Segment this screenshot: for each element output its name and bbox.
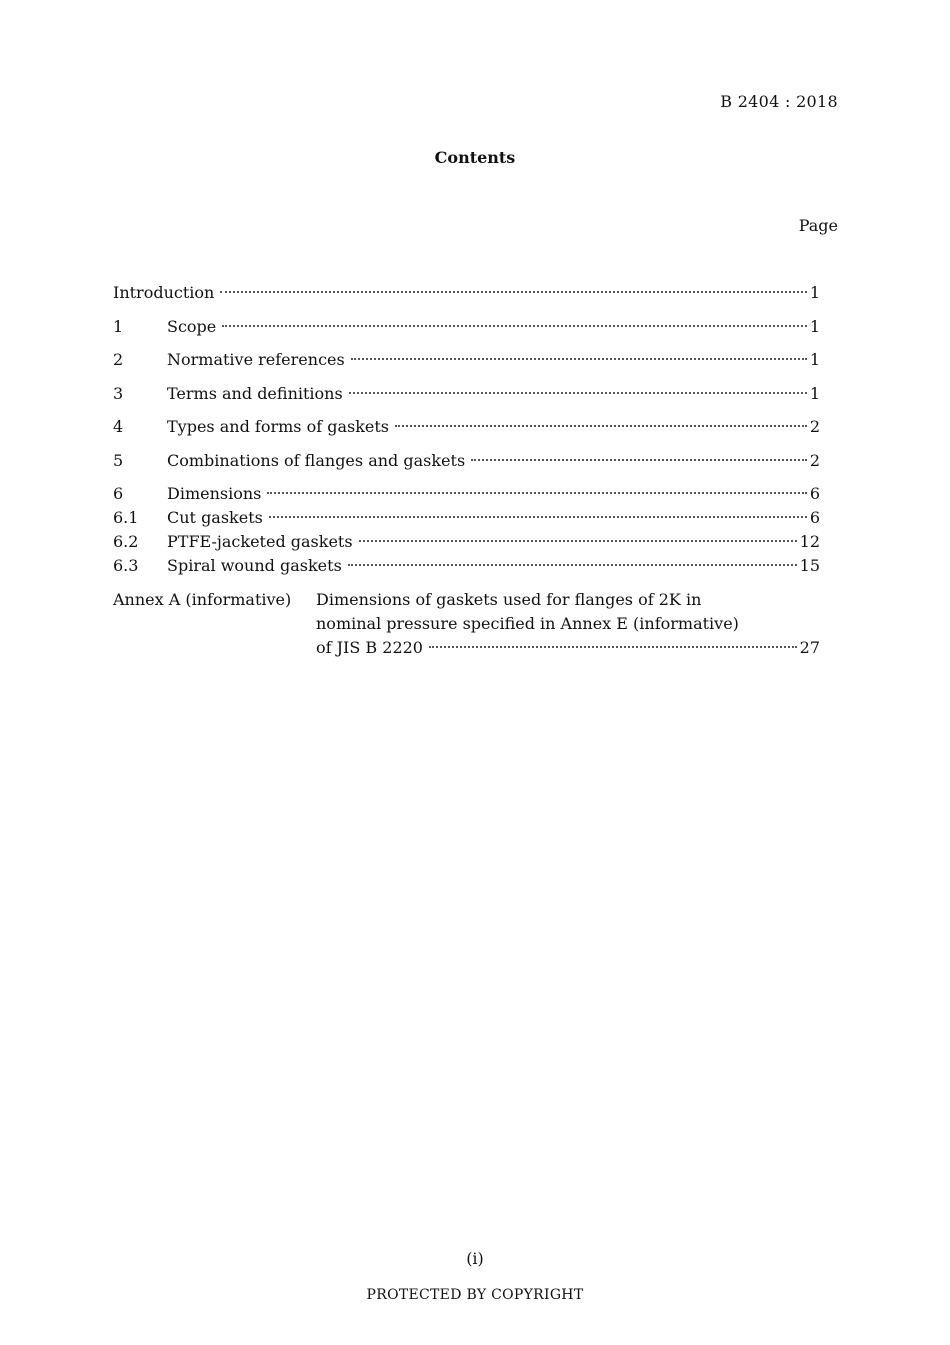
dot-leader (222, 325, 807, 327)
toc-label: Normative references (167, 350, 345, 369)
toc-page: 1 (809, 350, 820, 369)
toc-entry-cut-gaskets[interactable] (113, 506, 820, 530)
toc-label: Scope (167, 316, 217, 336)
toc-number: 4 (113, 417, 124, 436)
toc-label: PTFE-jacketed gaskets (167, 532, 353, 551)
dot-leader (269, 516, 807, 518)
dot-leader (359, 540, 797, 542)
dot-leader (267, 492, 806, 494)
dot-leader (471, 459, 807, 461)
annex-title-line: Dimensions of gaskets used for flanges of 2K in (316, 589, 702, 609)
toc-number: 1 (113, 316, 124, 336)
page-column-label: Page (798, 216, 838, 235)
toc-number: 6.3 (113, 556, 139, 575)
toc-entry-normative-references[interactable] (113, 348, 820, 372)
toc-entry-scope[interactable] (113, 315, 820, 339)
toc-entry-terms-and-definitions[interactable] (113, 382, 820, 406)
toc-page: 2 (809, 450, 820, 470)
page-folio: (i) (466, 1249, 484, 1268)
toc-number: 6.2 (113, 532, 139, 551)
toc-label: Introduction (113, 283, 215, 302)
dot-leader (351, 358, 807, 360)
dot-leader (395, 425, 807, 427)
toc-label: Dimensions (167, 484, 262, 503)
toc-page: 15 (799, 556, 820, 575)
toc-entry-dimensions[interactable] (113, 482, 820, 506)
standard-number: B 2404 : 2018 (720, 92, 838, 111)
toc-page: 1 (809, 316, 820, 336)
toc-number: 5 (113, 450, 124, 470)
annex-title-line: nominal pressure specified in Annex E (informative) (316, 613, 739, 633)
dot-leader (349, 392, 807, 394)
annex-title-line: of JIS B 2220 (316, 637, 423, 657)
toc-page: 1 (809, 283, 820, 302)
toc-entry-types-and-forms[interactable] (113, 415, 820, 439)
toc-label: Combinations of flanges and gaskets (167, 450, 466, 470)
toc-entry-spiral-wound-gaskets[interactable] (113, 554, 820, 578)
toc-page: 2 (809, 417, 820, 436)
table-of-contents (113, 281, 820, 660)
toc-entry-introduction[interactable] (113, 281, 820, 305)
toc-page: 6 (809, 484, 820, 503)
page-title: Contents (434, 148, 516, 167)
toc-number: 3 (113, 383, 124, 403)
dot-leader (220, 291, 806, 293)
toc-number: 6.1 (113, 508, 139, 527)
toc-number: 2 (113, 350, 124, 369)
toc-page: 12 (799, 532, 820, 551)
annex-title-last-line (316, 636, 820, 660)
annex-number: Annex A (informative) (113, 589, 292, 609)
toc-page: 6 (809, 508, 820, 527)
annex-title (316, 588, 820, 660)
dot-leader (429, 646, 797, 648)
toc-label: Types and forms of gaskets (167, 417, 389, 436)
toc-entry-ptfe-jacketed-gaskets[interactable] (113, 530, 820, 554)
toc-page: 1 (809, 383, 820, 403)
toc-number: 6 (113, 484, 124, 503)
toc-entry-annex-a[interactable] (113, 588, 820, 660)
toc-page: 27 (799, 637, 820, 657)
toc-entry-combinations[interactable] (113, 449, 820, 473)
toc-label: Cut gaskets (167, 508, 263, 527)
toc-label: Spiral wound gaskets (167, 556, 342, 575)
dot-leader (348, 564, 797, 566)
toc-label: Terms and definitions (167, 383, 343, 403)
copyright-notice: PROTECTED BY COPYRIGHT (366, 1287, 584, 1303)
